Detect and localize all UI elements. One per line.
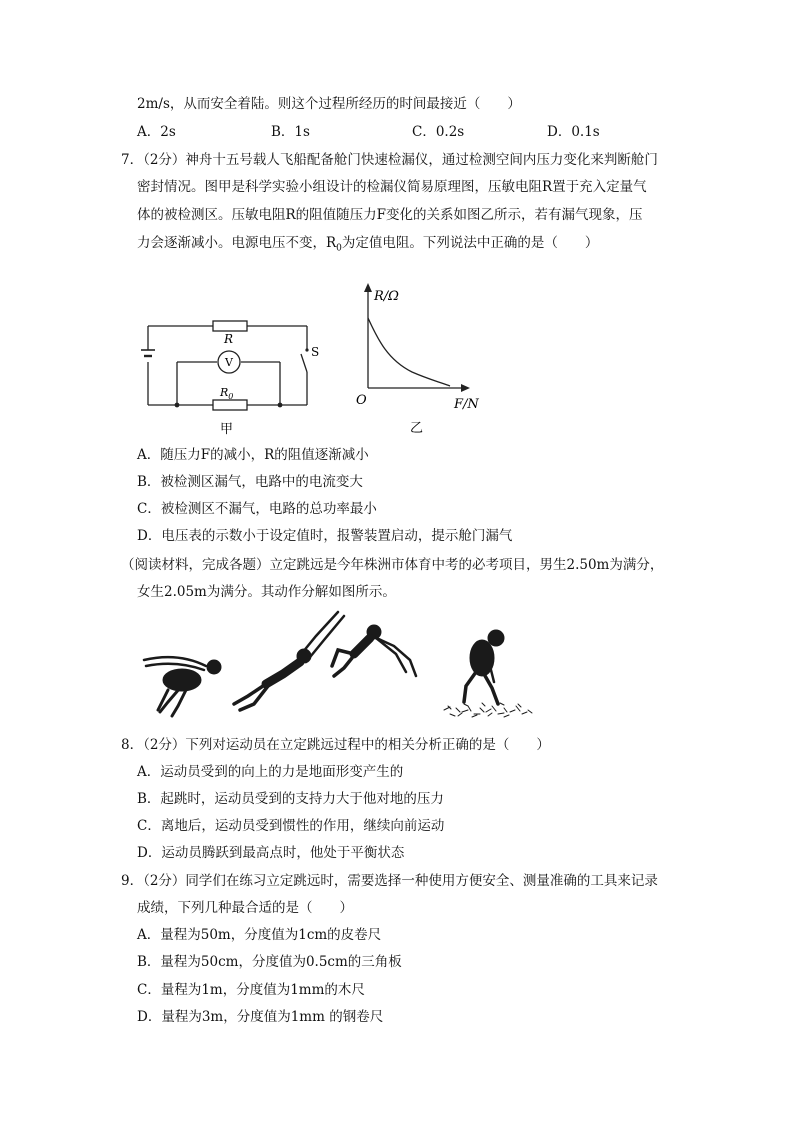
switch-contact: [305, 348, 308, 351]
figure-jia-caption: 甲: [220, 422, 234, 437]
x-axis-label: F/N: [454, 397, 479, 412]
q7-stem-line-4-sub: 0: [336, 243, 342, 254]
junction-right: [278, 403, 283, 408]
jumper-flight: [332, 625, 416, 676]
q9-option-c[interactable]: C．量程为1m，分度值为1mm的木尺: [137, 982, 365, 998]
q7-stem-line-3: 体的被检测区。压敏电阻R的阻值随压力F变化的关系如图乙所示，若有漏气现象，压: [137, 207, 643, 223]
jumper-landing: [464, 630, 504, 704]
jumper-takeoff: [234, 612, 344, 710]
q8-stem: 8．（2分）下列对运动员在立定跳远过程中的相关分析正确的是（ ）: [121, 737, 550, 753]
resistor-r0-label: $R_0$: [220, 386, 234, 401]
q8-option-a[interactable]: A．运动员受到的向上的力是地面形变产生的: [137, 764, 404, 780]
q8-option-d[interactable]: D．运动员腾跃到最高点时，他处于平衡状态: [137, 845, 405, 861]
option-b[interactable]: B．1s: [271, 124, 310, 140]
long-jump-figure: [138, 610, 548, 722]
q7-stem-line-4: [137, 233, 598, 259]
q7-stem-line-4-b: 为定值电阻。下列说法中正确的是（ ）: [341, 235, 599, 251]
switch-label: S: [311, 345, 320, 359]
q7-option-c[interactable]: C．被检测区不漏气，电路的总功率最小: [137, 501, 377, 517]
q9-stem-line-1: 9．（2分）同学们在练习立定跳远时，需要选择一种使用方便安全、测量准确的工具来记录: [121, 873, 658, 889]
q8-option-b[interactable]: B．起跳时，运动员受到的支持力大于他对地的压力: [137, 791, 444, 807]
circuit-diagram-jia: [140, 310, 320, 440]
resistor-r-label: R: [224, 332, 234, 346]
option-d[interactable]: D．0.1s: [547, 124, 600, 140]
junction-left: [175, 403, 180, 408]
sand-pit: [444, 703, 532, 717]
graph-yi: [350, 280, 490, 435]
prev-question-tail: 2m/s，从而安全着陆。则这个过程所经历的时间最接近（ ）: [137, 96, 521, 112]
origin-label: O: [356, 393, 367, 408]
y-axis-label: R/Ω: [374, 289, 399, 304]
prev-question-options: [137, 122, 637, 142]
option-c[interactable]: C．0.2s: [412, 124, 465, 140]
q7-stem-line-1: 7．（2分）神舟十五号载人飞船配备舱门快速检漏仪，通过检测空间内压力变化来判断舱门: [121, 152, 658, 168]
figure-yi-caption: 乙: [410, 421, 424, 435]
option-a[interactable]: A．2s: [137, 124, 176, 140]
q9-option-a[interactable]: A．量程为50m，分度值为1cm的皮卷尺: [137, 927, 382, 943]
q7-option-d[interactable]: D．电压表的示数小于设定值时，报警装置启动，提示舱门漏气: [137, 528, 513, 544]
q9-option-d[interactable]: D．量程为3m，分度值为1mm 的钢卷尺: [137, 1009, 384, 1025]
jumper-crouch: [144, 657, 221, 716]
y-axis-arrow: [364, 283, 372, 292]
reading-line-2: 女生2.05m为满分。其动作分解如图所示。: [137, 584, 396, 600]
reading-line-1: （阅读材料，完成各题）立定跳远是今年株洲市体育中考的必考项目，男生2.50m为满分，: [121, 557, 664, 573]
q9-option-b[interactable]: B．量程为50cm，分度值为0.5cm的三角板: [137, 954, 402, 970]
q9-stem-line-2: 成绩，下列几种最合适的是（ ）: [137, 900, 353, 916]
q8-option-c[interactable]: C．离地后，运动员受到惯性的作用，继续向前运动: [137, 818, 445, 834]
voltmeter-label: V: [225, 356, 233, 369]
q7-option-b[interactable]: B．被检测区漏气，电路中的电流变大: [137, 474, 363, 490]
q7-stem-line-4-a: 力会逐渐减小。电源电压不变，R: [137, 235, 337, 251]
x-axis-arrow: [461, 384, 470, 392]
q7-stem-line-2: 密封情况。图甲是科学实验小组设计的检漏仪简易原理图，压敏电阻R置于充入定量气: [137, 179, 647, 195]
q7-option-a[interactable]: A．随压力F的减小，R的阻值逐渐减小: [137, 447, 369, 463]
